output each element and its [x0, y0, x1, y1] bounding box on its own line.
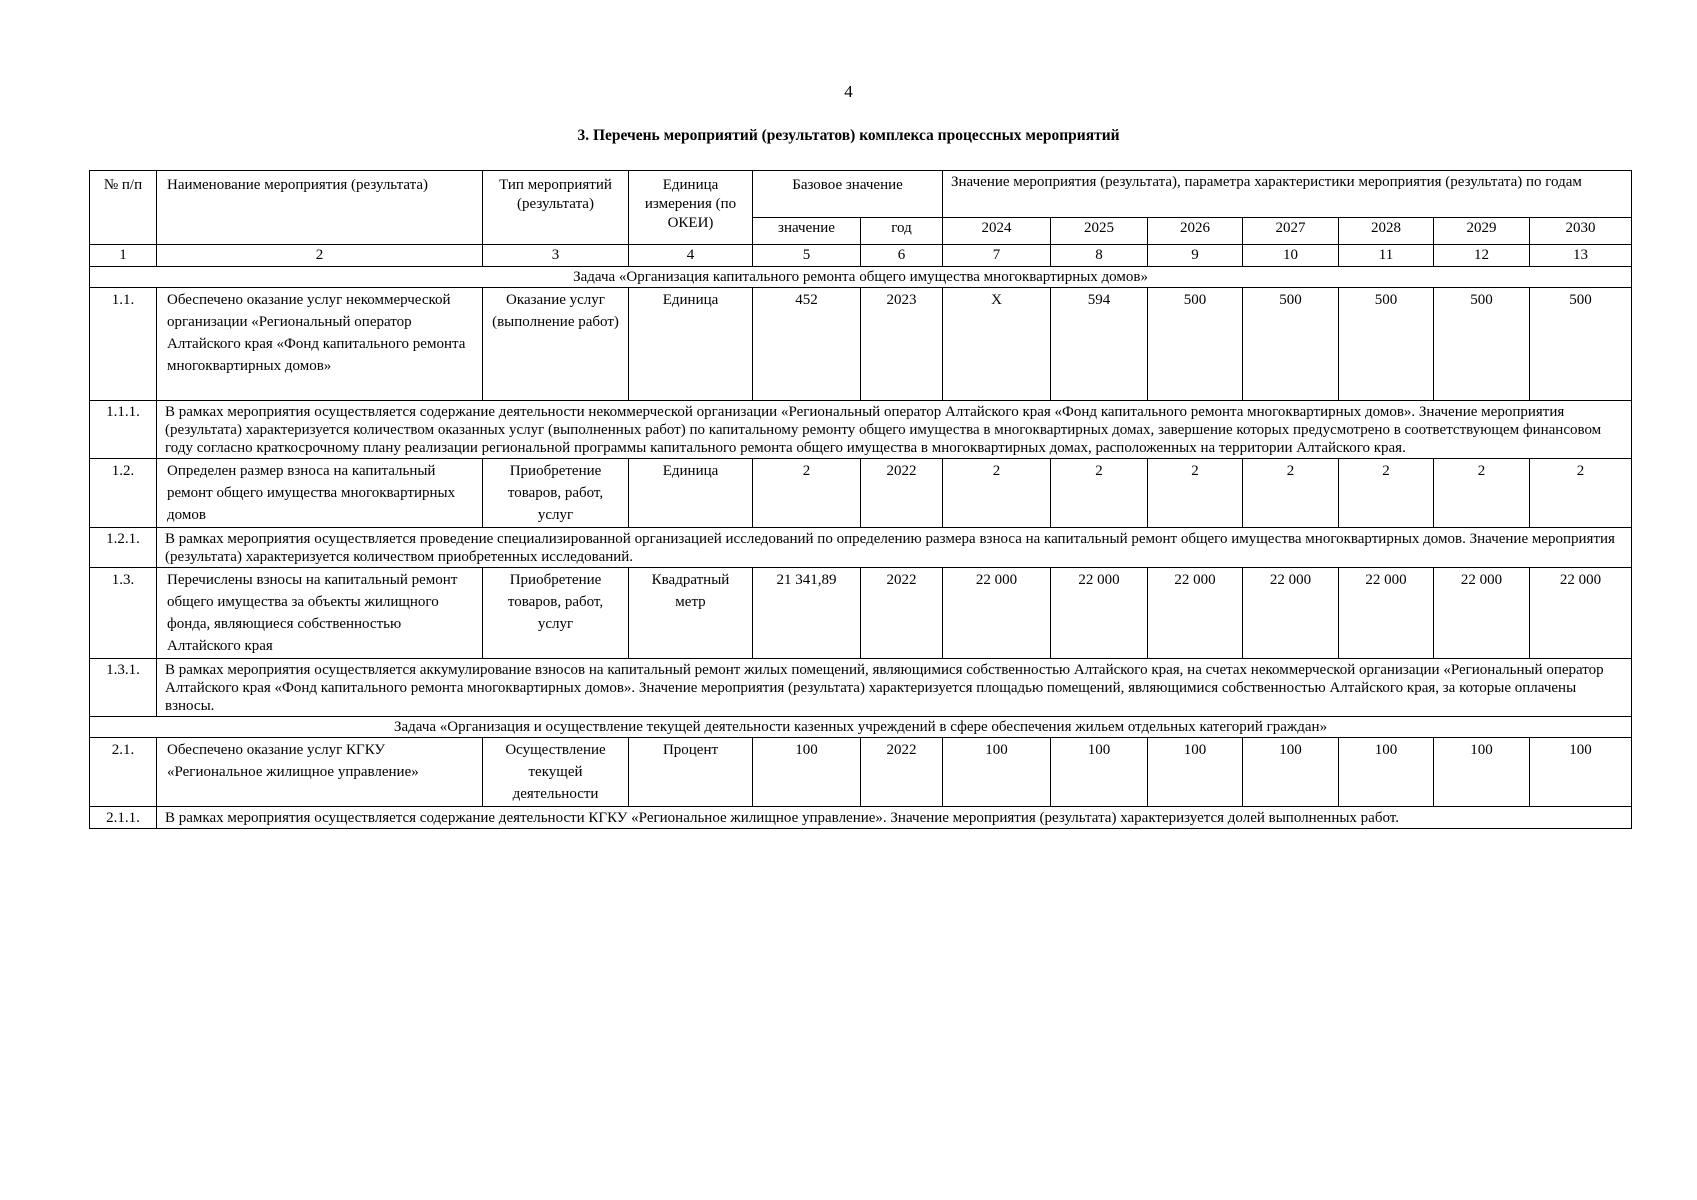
- row-base-year: 2022: [861, 738, 943, 807]
- row-year-value: 500: [1434, 288, 1530, 401]
- row-year-value: 100: [1051, 738, 1148, 807]
- row-base-value: 452: [753, 288, 861, 401]
- row-base-year: 2022: [861, 459, 943, 528]
- measure-row: [90, 568, 1632, 659]
- header-year: 2025: [1051, 218, 1148, 245]
- row-year-value: 2: [1434, 459, 1530, 528]
- row-year-value: X: [943, 288, 1051, 401]
- header-unit: Единица измерения (по ОКЕИ): [629, 171, 753, 245]
- row-type: Осуществление текущей деятельности: [483, 738, 629, 807]
- column-number: 6: [861, 245, 943, 267]
- row-num: 2.1.1.: [90, 807, 157, 829]
- row-base-value: 2: [753, 459, 861, 528]
- row-year-value: 2: [943, 459, 1051, 528]
- row-year-value: 100: [943, 738, 1051, 807]
- header-base-year: год: [861, 218, 943, 245]
- description-row: [90, 401, 1632, 459]
- row-unit: Единица: [629, 288, 753, 401]
- row-base-value: 21 341,89: [753, 568, 861, 659]
- page-number: 4: [844, 82, 853, 101]
- row-year-value: 22 000: [1051, 568, 1148, 659]
- row-year-value: 500: [1339, 288, 1434, 401]
- row-year-value: 500: [1243, 288, 1339, 401]
- task-row: [90, 717, 1632, 738]
- column-number: 4: [629, 245, 753, 267]
- row-year-value: 2: [1243, 459, 1339, 528]
- task-row: [90, 267, 1632, 288]
- row-base-value: 100: [753, 738, 861, 807]
- measures-table: [89, 170, 1632, 829]
- row-year-value: 2: [1148, 459, 1243, 528]
- column-number: 8: [1051, 245, 1148, 267]
- column-number: 10: [1243, 245, 1339, 267]
- row-year-value: 2: [1530, 459, 1632, 528]
- column-number: 1: [90, 245, 157, 267]
- row-year-value: 22 000: [1243, 568, 1339, 659]
- row-name: Обеспечено оказание услуг некоммерческой организации «Региональный оператор Алтайского края «Фонд капитального ремонта многоквартирных домов»: [157, 288, 483, 401]
- header-year: 2028: [1339, 218, 1434, 245]
- row-num: 2.1.: [90, 738, 157, 807]
- column-number: 5: [753, 245, 861, 267]
- header-year: 2024: [943, 218, 1051, 245]
- row-description: В рамках мероприятия осуществляется аккумулирование взносов на капитальный ремонт жилых помещений, являющимися собственностью Алтайского края, на счетах некоммерческой организации «Региональный оператор Алтайского края «Фонд капитального ремонта многоквартирных домов». Значение мероприятия (результата) характеризуется площадью помещений, являющимися собственностью Алтайского края, за которые оплачены взносы.: [157, 659, 1632, 717]
- column-number: 11: [1339, 245, 1434, 267]
- row-num: 1.2.1.: [90, 528, 157, 568]
- row-year-value: 100: [1243, 738, 1339, 807]
- header-year: 2026: [1148, 218, 1243, 245]
- row-year-value: 100: [1434, 738, 1530, 807]
- column-number: 7: [943, 245, 1051, 267]
- row-description: В рамках мероприятия осуществляется содержание деятельности КГКУ «Региональное жилищное управление». Значение мероприятия (результата) характеризуется долей выполненных работ.: [157, 807, 1632, 829]
- row-year-value: 2: [1339, 459, 1434, 528]
- row-num: 1.3.1.: [90, 659, 157, 717]
- row-year-value: 100: [1339, 738, 1434, 807]
- header-year: 2027: [1243, 218, 1339, 245]
- measure-row: [90, 288, 1632, 401]
- row-unit: Процент: [629, 738, 753, 807]
- description-row: [90, 807, 1632, 829]
- row-name: Обеспечено оказание услуг КГКУ «Региональное жилищное управление»: [157, 738, 483, 807]
- measure-row: [90, 459, 1632, 528]
- document-title: 3. Перечень мероприятий (результатов) комплекса процессных мероприятий: [577, 127, 1120, 144]
- column-number: 9: [1148, 245, 1243, 267]
- row-num: 1.3.: [90, 568, 157, 659]
- header-years-title: Значение мероприятия (результата), параметра характеристики мероприятия (результата) по годам: [943, 171, 1632, 218]
- header-name: Наименование мероприятия (результата): [157, 171, 483, 245]
- column-number: 3: [483, 245, 629, 267]
- column-number: 2: [157, 245, 483, 267]
- row-name: Перечислены взносы на капитальный ремонт общего имущества за объекты жилищного фонда, являющиеся собственностью Алтайского края: [157, 568, 483, 659]
- row-num: 1.2.: [90, 459, 157, 528]
- header-year: 2030: [1530, 218, 1632, 245]
- row-year-value: 500: [1148, 288, 1243, 401]
- header-num: № п/п: [90, 171, 157, 245]
- task-title: Задача «Организация капитального ремонта общего имущества многоквартирных домов»: [90, 267, 1632, 288]
- header-base-value: значение: [753, 218, 861, 245]
- row-type: Оказание услуг (выполнение работ): [483, 288, 629, 401]
- row-name: Определен размер взноса на капитальный ремонт общего имущества многоквартирных домов: [157, 459, 483, 528]
- row-year-value: 22 000: [1434, 568, 1530, 659]
- header-row: [90, 171, 1632, 218]
- row-num: 1.1.: [90, 288, 157, 401]
- measure-row: [90, 738, 1632, 807]
- header-year: 2029: [1434, 218, 1530, 245]
- task-title: Задача «Организация и осуществление текущей деятельности казенных учреждений в сфере обеспечения жильем отдельных категорий граждан»: [90, 717, 1632, 738]
- row-type: Приобретение товаров, работ, услуг: [483, 568, 629, 659]
- row-unit: Единица: [629, 459, 753, 528]
- column-number: 12: [1434, 245, 1530, 267]
- row-year-value: 22 000: [1148, 568, 1243, 659]
- row-year-value: 22 000: [943, 568, 1051, 659]
- description-row: [90, 659, 1632, 717]
- header-type: Тип мероприятий (результата): [483, 171, 629, 245]
- header-base: Базовое значение: [753, 171, 943, 218]
- row-year-value: 594: [1051, 288, 1148, 401]
- row-year-value: 100: [1148, 738, 1243, 807]
- row-description: В рамках мероприятия осуществляется содержание деятельности некоммерческой организации «Региональный оператор Алтайского края «Фонд капитального ремонта многоквартирных домов». Значение мероприятия (результата) характеризуется количеством оказанных услуг (выполненных работ) по капитальному ремонту общего имущества в многоквартирных домах, завершение которых предусмотрено в соответствующем финансовом году согласно краткосрочному плану реализации региональной программы капитального ремонта общего имущества в многоквартирных домах, расположенных на территории Алтайского края.: [157, 401, 1632, 459]
- row-year-value: 22 000: [1339, 568, 1434, 659]
- row-base-year: 2022: [861, 568, 943, 659]
- row-base-year: 2023: [861, 288, 943, 401]
- row-year-value: 500: [1530, 288, 1632, 401]
- row-year-value: 100: [1530, 738, 1632, 807]
- column-number: 13: [1530, 245, 1632, 267]
- row-year-value: 22 000: [1530, 568, 1632, 659]
- row-description: В рамках мероприятия осуществляется проведение специализированной организацией исследований по определению размера взноса на капитальный ремонт общего имущества многоквартирных домов. Значение мероприятия (результата) характеризуется количеством приобретенных исследований.: [157, 528, 1632, 568]
- row-unit: Квадратный метр: [629, 568, 753, 659]
- row-type: Приобретение товаров, работ, услуг: [483, 459, 629, 528]
- column-number-row: [90, 245, 1632, 267]
- description-row: [90, 528, 1632, 568]
- row-year-value: 2: [1051, 459, 1148, 528]
- row-num: 1.1.1.: [90, 401, 157, 459]
